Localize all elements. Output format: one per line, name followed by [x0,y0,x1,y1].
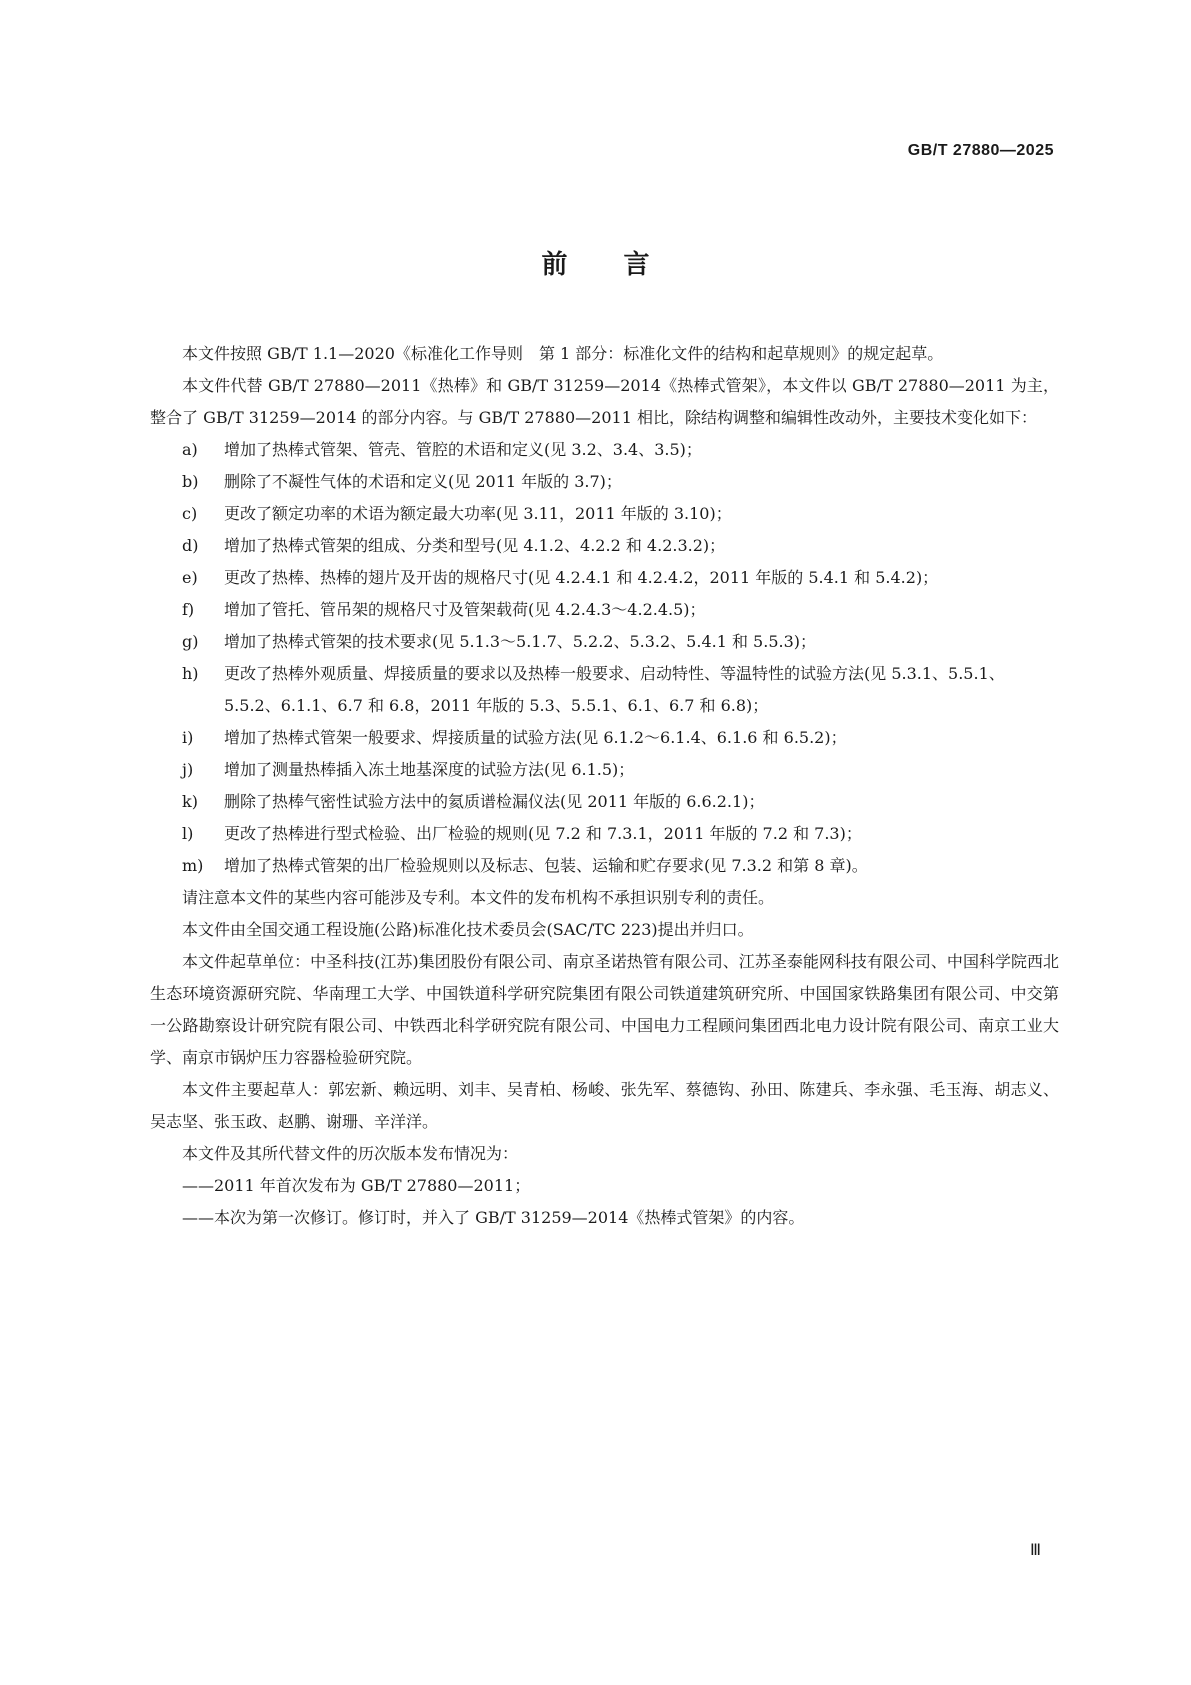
list-item-label: h) [182,664,199,683]
standard-code: GB/T 27880—2025 [907,142,1054,159]
list-item-text: 增加了热棒式管架的组成、分类和型号(见 4.1.2、4.2.2 和 4.2.3.2)； [224,536,726,555]
paragraph-history-intro: 本文件及其所代替文件的历次版本发布情况为： [182,1144,519,1163]
list-item-label: l) [182,824,194,843]
list-item-text: 增加了热棒式管架、管壳、管腔的术语和定义(见 3.2、3.4、3.5)； [224,440,702,459]
list-item-text: 增加了热棒式管架的出厂检验规则以及标志、包装、运输和贮存要求(见 7.3.2 和第 8 章)。 [224,856,868,875]
list-item [150,594,1059,626]
changes-list [150,434,1059,882]
list-item-label: b) [182,472,199,491]
paragraph-drafting-units: 本文件起草单位：中圣科技(江苏)集团股份有限公司、南京圣诺热管有限公司、江苏圣泰能网科技有限公司、中国科学院西北生态环境资源研究院、华南理工大学、中国铁道科学研究院集团有限公司铁道建筑研究所、中国国家铁路集团有限公司、中交第一公路勘察设计研究院有限公司、中铁西北科学研究院有限公司、中国电力工程顾问集团西北电力设计院有限公司、南京工业大学、南京市锅炉压力容器检验研究院。 [150,952,1059,1067]
list-item-label: a) [182,440,198,459]
list-item-text: 更改了热棒外观质量、焊接质量的要求以及热棒一般要求、启动特性、等温特性的试验方法(见 5.3.1、5.5.1、5.5.2、6.1.1、6.7 和 6.8，2011 年版的 5.3、5.5.1、6.1、6.7 和 6.8)； [224,664,1005,715]
history-item: ——2011 年首次发布为 GB/T 27880—2011； [182,1176,531,1195]
history-item: ——本次为第一次修订。修订时，并入了 GB/T 31259—2014《热棒式管架》的内容。 [182,1208,805,1227]
list-item [150,434,1059,466]
list-item-label: k) [182,792,198,811]
list-item-text: 增加了热棒式管架一般要求、焊接质量的试验方法(见 6.1.2～6.1.4、6.1.6 和 6.5.2)； [224,728,847,747]
list-item-text: 更改了热棒进行型式检验、出厂检验的规则(见 7.2 和 7.3.1，2011 年版的 7.2 和 7.3)； [224,824,862,843]
list-item-text: 删除了热棒气密性试验方法中的氦质谱检漏仪法(见 2011 年版的 6.6.2.1)； [224,792,765,811]
list-item [150,818,1059,850]
list-item-label: m) [182,856,204,875]
list-item [150,850,1059,882]
paragraph-drafters: 本文件主要起草人：郭宏新、赖远明、刘丰、吴青柏、杨峻、张先军、蔡德钩、孙田、陈建兵、李永强、毛玉海、胡志义、吴志坚、张玉政、赵鹏、谢珊、辛洋洋。 [150,1080,1059,1131]
list-item-text: 增加了管托、管吊架的规格尺寸及管架载荷(见 4.2.4.3～4.2.4.5)； [224,600,706,619]
list-item [150,626,1059,658]
list-item-text: 更改了热棒、热棒的翅片及开齿的规格尺寸(见 4.2.4.1 和 4.2.4.2，2011 年版的 5.4.1 和 5.4.2)； [224,568,939,587]
paragraph-patent: 请注意本文件的某些内容可能涉及专利。本文件的发布机构不承担识别专利的责任。 [182,888,775,907]
paragraph-replacement: 本文件代替 GB/T 27880—2011《热棒》和 GB/T 31259—2014《热棒式管架》，本文件以 GB/T 27880—2011 为主，整合了 GB/T 31259—2014 的部分内容。与 GB/T 27880—2011 相比，除结构调整和编辑性改动外，主要技术变化如下： [150,376,1059,427]
list-item [150,786,1059,818]
list-item-text: 更改了额定功率的术语为额定最大功率(见 3.11，2011 年版的 3.10)； [224,504,732,523]
list-item-text: 增加了测量热棒插入冻土地基深度的试验方法(见 6.1.5)； [224,760,635,779]
list-item [150,530,1059,562]
list-item [150,498,1059,530]
paragraph-basis: 本文件按照 GB/T 1.1—2020《标准化工作导则 第 1 部分：标准化文件的结构和起草规则》的规定起草。 [182,344,944,363]
list-item-label: e) [182,568,198,587]
page-number: Ⅲ [1029,1542,1041,1559]
list-item-label: f) [182,600,195,619]
list-item [150,562,1059,594]
list-item-label: g) [182,632,199,651]
list-item-text: 增加了热棒式管架的技术要求(见 5.1.3～5.1.7、5.2.2、5.3.2、5.4.1 和 5.5.3)； [224,632,817,651]
list-item-label: i) [182,728,194,747]
paragraph-committee: 本文件由全国交通工程设施(公路)标准化技术委员会(SAC/TC 223)提出并归口。 [182,920,754,939]
list-item [150,658,1059,722]
foreword-body [150,338,1059,1234]
list-item-text: 删除了不凝性气体的术语和定义(见 2011 年版的 3.7)； [224,472,622,491]
list-item [150,722,1059,754]
list-item-label: d) [182,536,199,555]
list-item [150,754,1059,786]
list-item-label: c) [182,504,198,523]
page-title: 前言 [541,250,706,280]
list-item-label: j) [182,760,194,779]
list-item [150,466,1059,498]
